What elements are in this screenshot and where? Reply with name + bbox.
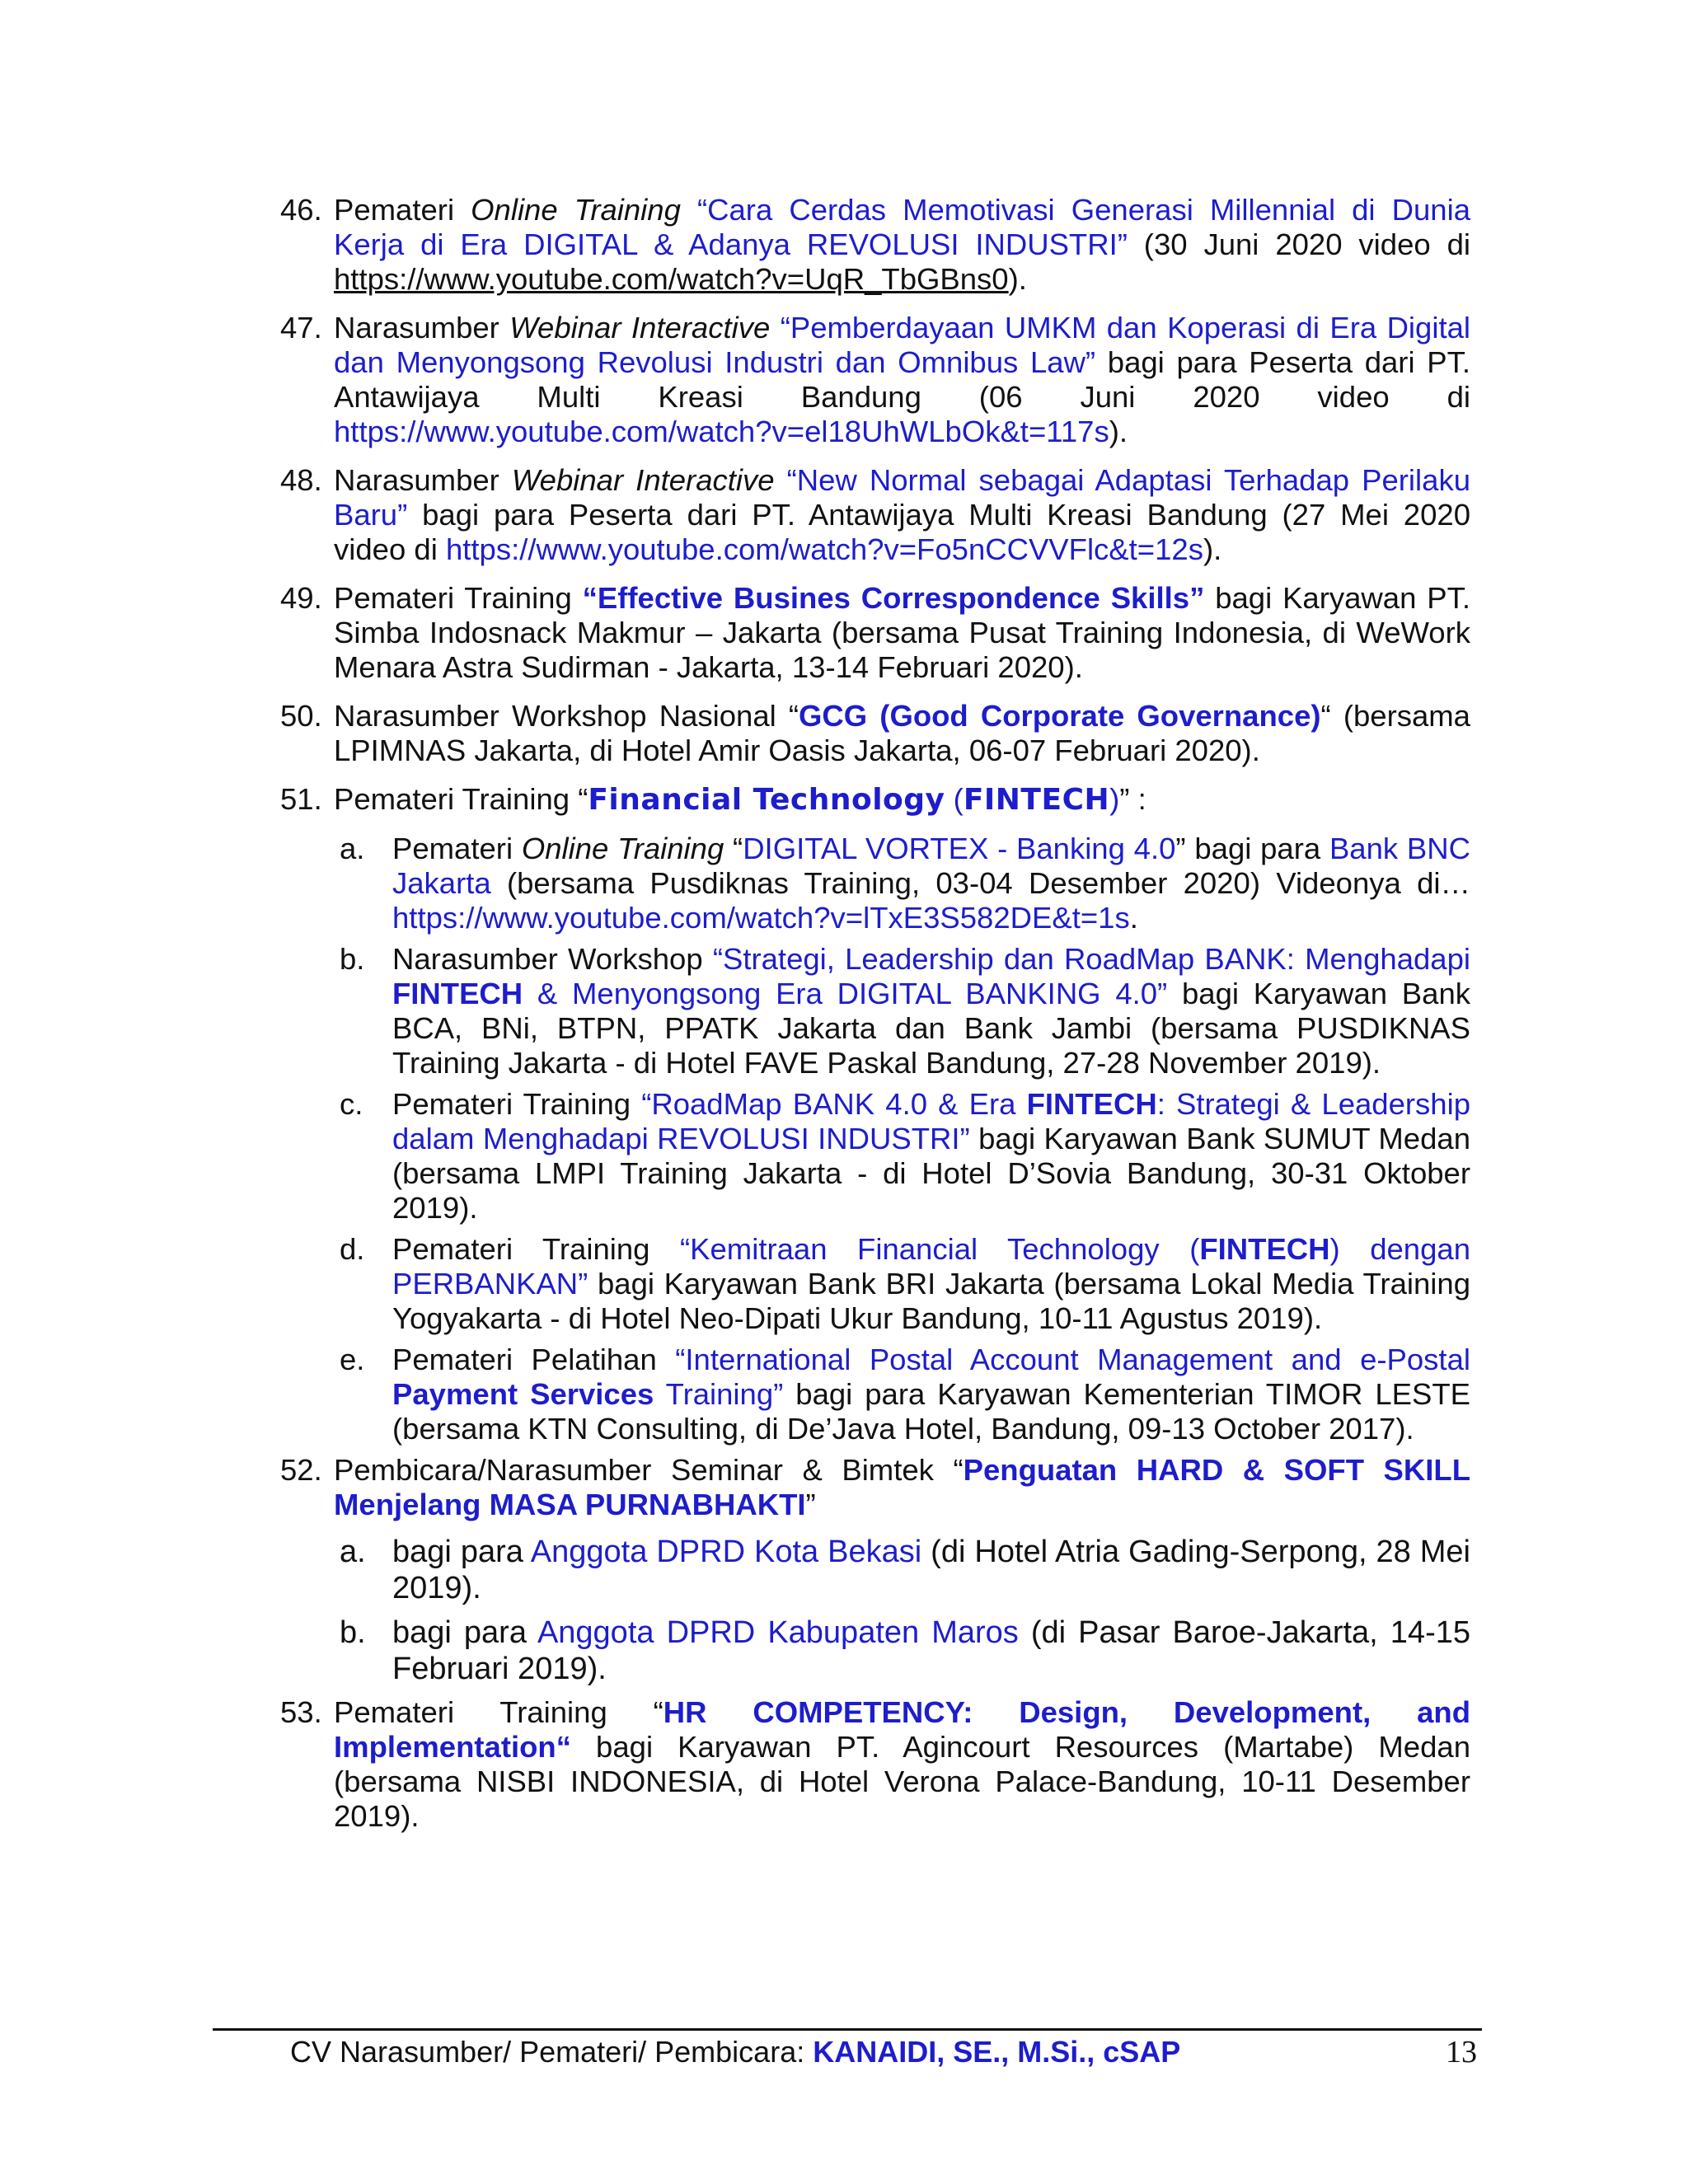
fintech-heading: Financial Technology [588,783,945,817]
footer-label: CV Narasumber/ Pemateri/ Pembicara: [290,2035,814,2069]
item-number: 53. [280,1695,322,1729]
fintech-sublist [280,832,1470,1446]
item-number: 48. [280,463,322,497]
item-number: 47. [280,311,322,344]
youtube-link[interactable]: https://www.youtube.com/watch?v=lTxE3S582DE&t=1s [392,901,1130,935]
list-item-46: 46. Pemateri Online Training “Cara Cerdas Memotivasi Generasi Millennial di Dunia Kerja di Era DIGITAL & Adanya REVOLUSI INDUSTRI” (30 Juni 2020 video di https://www.youtube.com/watch?v=UqR_TbGBns0). [280,193,1470,296]
training-title: “Effective Busines Correspondence Skills” [582,581,1205,615]
footer-divider [213,2028,1482,2031]
item-number: 46. [280,193,322,227]
youtube-link[interactable]: https://www.youtube.com/watch?v=el18UhWLbOk&t=117s [334,415,1109,448]
list-item-50: 50. Narasumber Workshop Nasional “GCG (Good Corporate Governance)“ (bersama LPIMNAS Jakarta, di Hotel Amir Oasis Jakarta, 06-07 Februari 2020). [280,699,1470,767]
list-item-47: 47. Narasumber Webinar Interactive “Pemberdayaan UMKM dan Koperasi di Era Digital dan Menyongsong Revolusi Industri dan Omnibus Law” bagi para Peserta dari PT. Antawijaya Multi Kreasi Bandung (06 Juni 2020 video di https://www.youtube.com/watch?v=el18UhWLbOk&t=117s). [280,311,1471,448]
list-item-52: 52. Pembicara/Narasumber Seminar & Bimtek “Penguatan HARD & SOFT SKILL Menjelang MASA PURNABHAKTI” [280,1453,1470,1521]
seminar-sublist [280,1534,1470,1687]
workshop-title: GCG (Good Corporate Governance) [799,699,1321,733]
sub-item-d: d. Pemateri Training “Kemitraan Financial Technology (FINTECH) dengan PERBANKAN” bagi Karyawan Bank BRI Jakarta (bersama Lokal Media Training Yogyakarta - di Hotel Neo-Dipati Ukur Bandung, 10-11 Agustus 2019). [340,1232,1471,1335]
youtube-link[interactable]: https://www.youtube.com/watch?v=UqR_TbGBns0 [334,262,1009,296]
list-item-51: 51. Pemateri Training “Financial Technology (FINTECH)” : [280,782,1146,817]
list-item-49: 49. Pemateri Training “Effective Busines Correspondence Skills” bagi Karyawan PT. Simba Indosnack Makmur – Jakarta (bersama Pusat Training Indonesia, di WeWork Menara Astra Sudirman - Jakarta, 13-14 Februari 2020). [280,581,1470,684]
youtube-link[interactable]: https://www.youtube.com/watch?v=Fo5nCCVVFlc&t=12s [445,532,1203,566]
cv-content [280,193,1470,1848]
item-number: 49. [280,581,322,615]
list-item-48: 48. Narasumber Webinar Interactive “New Normal sebagai Adaptasi Terhadap Perilaku Baru” bagi para Peserta dari PT. Antawijaya Multi Kreasi Bandung (27 Mei 2020 video di https://www.youtube.com/watch?v=Fo5nCCVVFlc&t=12s). [280,463,1470,566]
sub-item-b: b. bagi para Anggota DPRD Kabupaten Maros (di Pasar Baroe-Jakarta, 14-15 Februari 2019). [340,1615,1470,1686]
author-name: KANAIDI, SE., M.Si., cSAP [813,2035,1181,2069]
sub-item-e: e. Pemateri Pelatihan “International Postal Account Management and e-Postal Payment Services Training” bagi para Karyawan Kementerian TIMOR LESTE (bersama KTN Consulting, di De’Java Hotel, Bandung, 09-13 October 2017). [340,1343,1470,1446]
webinar-title: “Pemberdayaan UMKM dan Koperasi di Era Digital dan Menyongsong Revolusi Industri dan Omnibus Law” [334,311,1470,379]
item-number: 51. [280,782,322,816]
page-number: 13 [1446,2035,1477,2069]
sub-item-a: a. Pemateri Online Training “DIGITAL VORTEX - Banking 4.0” bagi para Bank BNC Jakarta (bersama Pusdiknas Training, 03-04 Desember 2020) Videonya di… https://www.youtube.com/watch?v=lTxE3S582DE&t=1s. [340,832,1470,935]
sub-item-c: c. Pemateri Training “RoadMap BANK 4.0 & Era FINTECH: Strategi & Leadership dalam Menghadapi REVOLUSI INDUSTRI” bagi Karyawan Bank SUMUT Medan (bersama LMPI Training Jakarta - di Hotel D’Sovia Bandung, 30-31 Oktober 2019). [340,1087,1471,1225]
sub-item-b: b. Narasumber Workshop “Strategi, Leadership dan RoadMap BANK: Menghadapi FINTECH & Menyongsong Era DIGITAL BANKING 4.0” bagi Karyawan Bank BCA, BNi, BTPN, PPATK Jakarta dan Bank Jambi (bersama PUSDIKNAS Training Jakarta - di Hotel FAVE Paskal Bandung, 27-28 November 2019). [340,942,1471,1080]
webinar-title: “New Normal sebagai Adaptasi Terhadap Perilaku Baru” [334,463,1470,532]
training-title: “Cara Cerdas Memotivasi Generasi Millennial di Dunia Kerja di Era DIGITAL & Adanya REVOLUSI INDUSTRI” [334,193,1470,261]
sub-item-a: a. bagi para Anggota DPRD Kota Bekasi (di Hotel Atria Gading-Serpong, 28 Mei 2019). [340,1535,1470,1605]
page-footer [290,2034,1477,2070]
training-title: HR COMPETENCY: Design, Development, and Implementation“ [334,1695,1470,1764]
item-number: 52. [280,1453,322,1487]
item-number: 50. [280,699,322,733]
list-item-53: 53. Pemateri Training “HR COMPETENCY: Design, Development, and Implementation“ bagi Karyawan PT. Agincourt Resources (Martabe) Medan (bersama NISBI INDONESIA, di Hotel Verona Palace-Bandung, 10-11 Desember 2019). [280,1695,1470,1833]
seminar-title: Penguatan HARD & SOFT SKILL Menjelang MASA PURNABHAKTI [334,1453,1470,1521]
